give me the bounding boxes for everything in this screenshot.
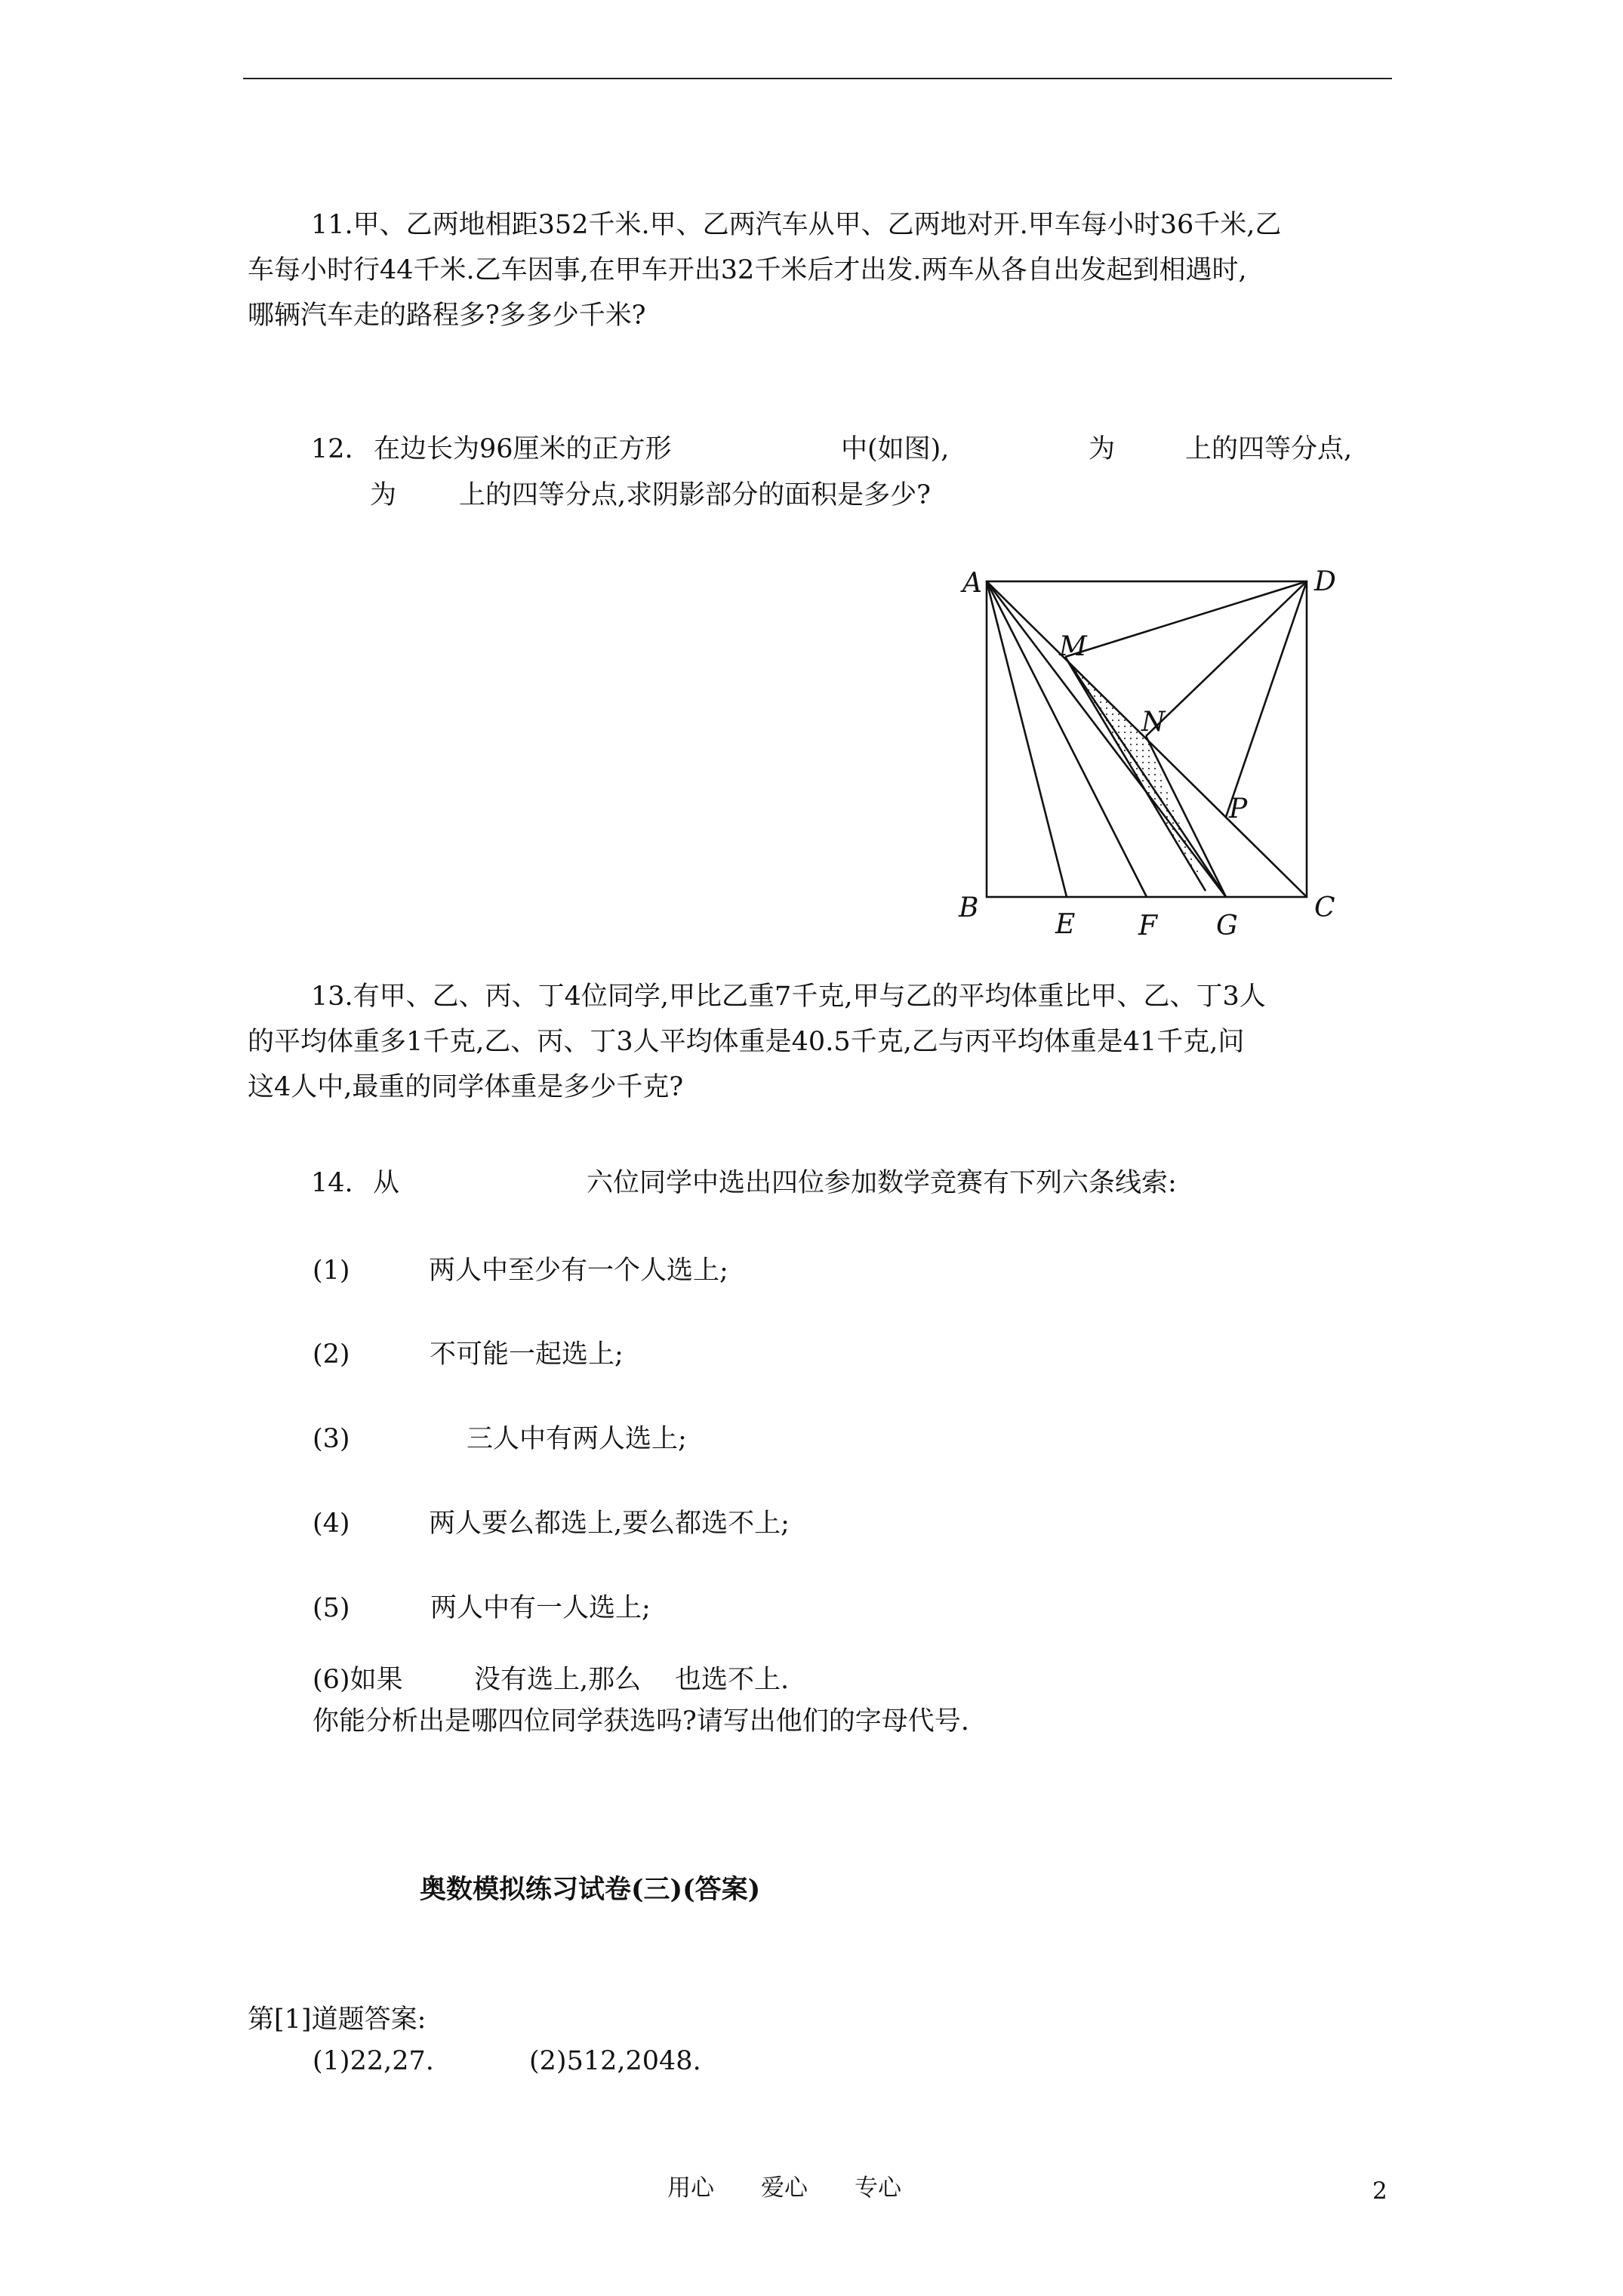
- page-number: 2: [1372, 2177, 1387, 2205]
- answer-1-label: 第[1]道题答案:: [248, 2005, 427, 2035]
- label-c: C: [1314, 892, 1335, 923]
- q14-question: 你能分析出是哪四位同学获选吗?请写出他们的字母代号.: [313, 1706, 969, 1737]
- q12-text-part4: 上的四等分点,: [1185, 434, 1353, 464]
- clue-4-number: (4): [313, 1509, 350, 1539]
- clue-2-number: (2): [313, 1339, 350, 1370]
- clue-4-text: 两人要么都选上,要么都选不上;: [429, 1509, 790, 1539]
- line-mg: [1065, 657, 1226, 897]
- clue-1-number: (1): [313, 1256, 350, 1286]
- label-f: F: [1138, 911, 1157, 942]
- answer-1-part1: (1)22,27.: [313, 2046, 434, 2076]
- line-dm: [1065, 581, 1307, 657]
- question-13: [248, 974, 1266, 1110]
- line-dn: [1146, 581, 1307, 736]
- line-ng: [1146, 736, 1226, 897]
- label-m: M: [1059, 631, 1087, 662]
- q13-line-3: 这4人中,最重的同学体重是多少千克?: [248, 1072, 684, 1102]
- line-dp: [1226, 581, 1307, 817]
- label-n: N: [1141, 707, 1166, 738]
- q12-text-part5: 为: [370, 480, 397, 510]
- header-rule: [243, 78, 1392, 79]
- question-11: [248, 202, 1281, 338]
- label-p: P: [1229, 794, 1248, 824]
- q11-line-1: 11.甲、乙两地相距352千米.甲、乙两汽车从甲、乙两地对开.甲车每小时36千米,乙: [311, 210, 1282, 240]
- clue-3-text: 三人中有两人选上;: [467, 1424, 687, 1454]
- answer-1-part2: (2)512,2048.: [529, 2046, 701, 2076]
- clue-5-text: 两人中有一人选上;: [430, 1593, 651, 1623]
- clue-6-part3: 也选不上.: [675, 1665, 790, 1695]
- q12-text-part3: 为: [1089, 434, 1116, 464]
- label-a: A: [962, 568, 982, 599]
- clue-6-part1: (6)如果: [313, 1665, 403, 1695]
- q11-line-3: 哪辆汽车走的路程多?多多少千米?: [248, 300, 646, 331]
- q13-line-2: 的平均体重多1千克,乙、丙、丁3人平均体重是40.5千克,乙与丙平均体重是41千克,问: [248, 1027, 1245, 1057]
- q13-line-1: 13.有甲、乙、丙、丁4位同学,甲比乙重7千克,甲与乙的平均体重比甲、乙、丁3人: [311, 982, 1266, 1012]
- label-b: B: [959, 892, 979, 923]
- line-ag: [987, 581, 1226, 897]
- label-d: D: [1314, 566, 1336, 597]
- clue-5-number: (5): [313, 1593, 350, 1623]
- label-g: G: [1216, 911, 1238, 942]
- line-ae: [987, 581, 1067, 897]
- q12-number: 12.: [311, 434, 353, 464]
- q14-from: 从: [373, 1168, 400, 1198]
- footer-motto: 用心 爱心 专心: [667, 2174, 901, 2202]
- clue-1-text: 两人中至少有一个人选上;: [429, 1256, 728, 1286]
- clue-6-part2: 没有选上,那么: [474, 1665, 642, 1695]
- q12-text-part6: 上的四等分点,求阴影部分的面积是多少?: [459, 480, 931, 510]
- answers-heading: 奥数模拟练习试卷(三)(答案): [420, 1874, 761, 1905]
- q14-intro: 六位同学中选出四位参加数学竞赛有下列六条线索:: [587, 1168, 1177, 1198]
- q11-line-2: 车每小时行44千米.乙车因事,在甲车开出32千米后才出发.两车从各自出发起到相遇时,: [248, 255, 1247, 285]
- square-figure: [947, 560, 1392, 945]
- clue-2-text: 不可能一起选上;: [430, 1339, 624, 1370]
- line-m-shade: [1065, 657, 1206, 891]
- q12-text-part2: 中(如图),: [841, 434, 950, 464]
- q12-text-part1: 在边长为96厘米的正方形: [374, 434, 672, 464]
- clue-3-number: (3): [313, 1424, 350, 1454]
- q14-number: 14.: [311, 1168, 353, 1198]
- label-e: E: [1055, 909, 1076, 940]
